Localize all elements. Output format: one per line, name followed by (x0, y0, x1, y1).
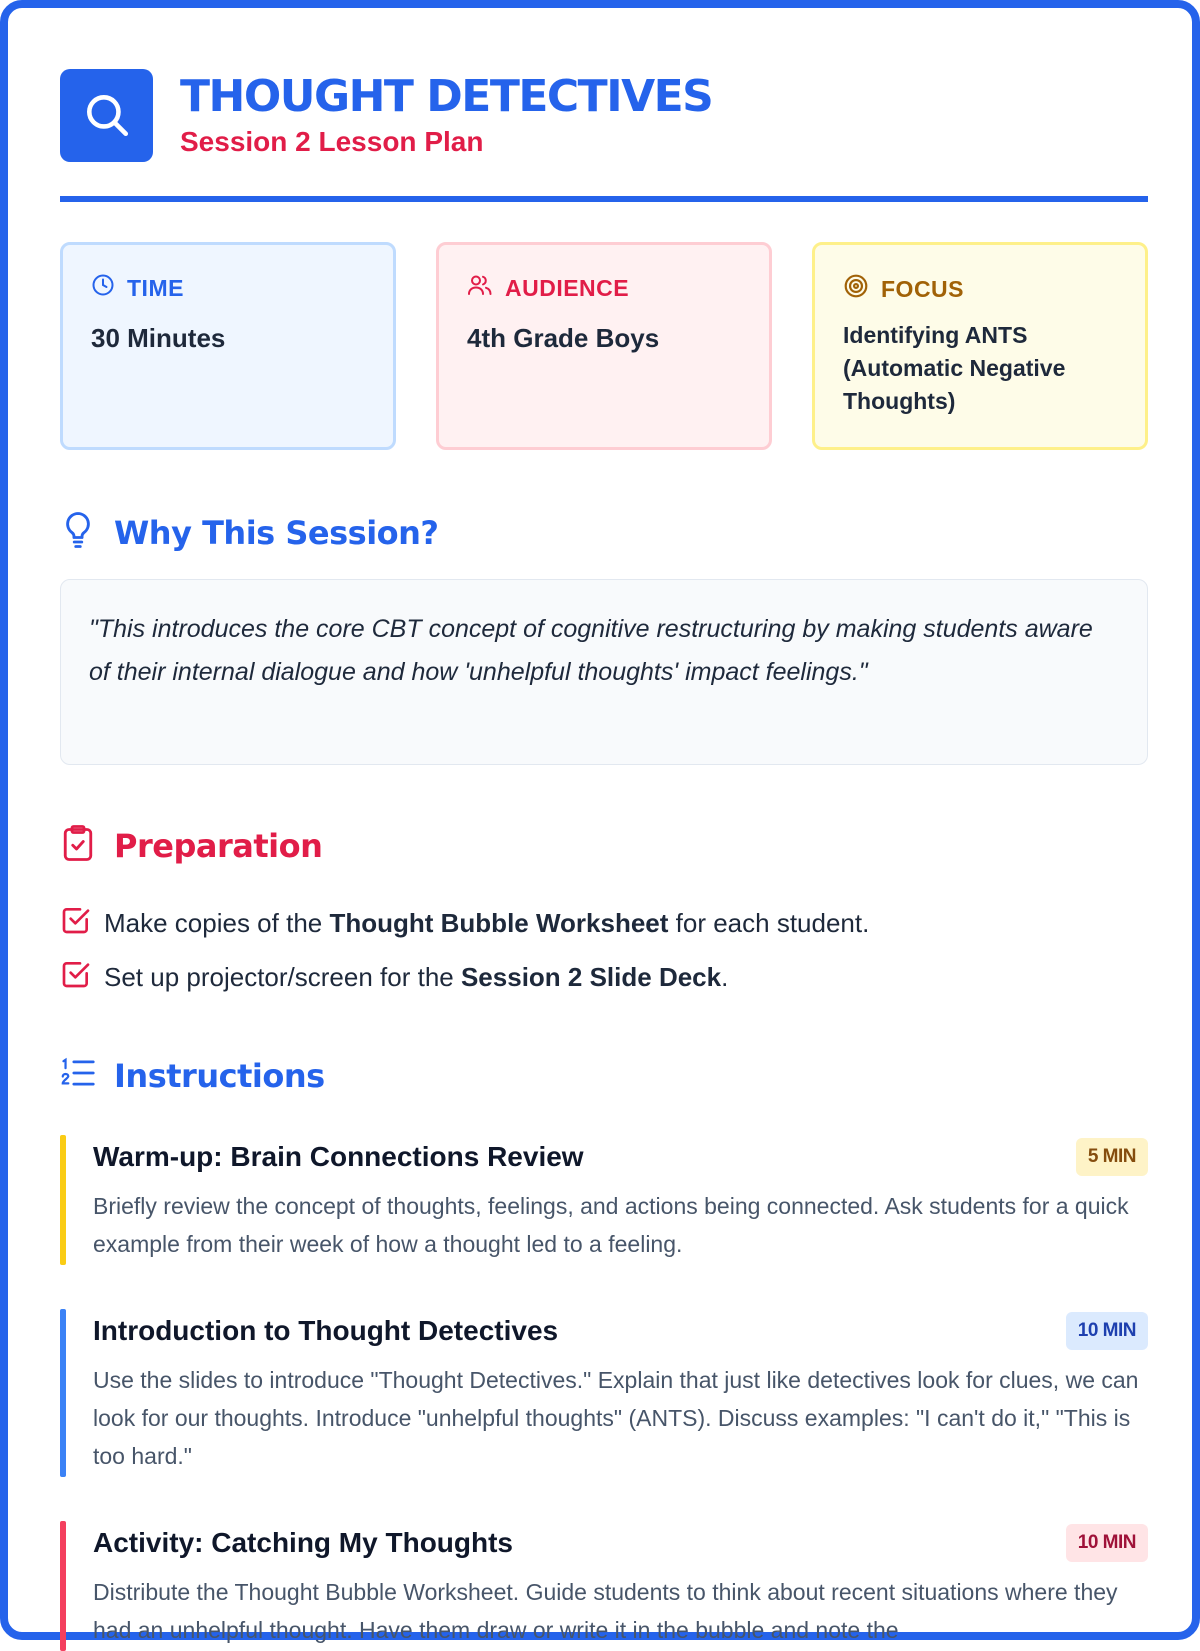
rationale-quote: "This introduces the core CBT concept of cognitive restructuring by making students aware of their internal dialogue and how 'unhelpful thoughts' impact feelings." (60, 579, 1148, 765)
time-card (60, 242, 396, 450)
instruction-step (60, 1521, 1148, 1651)
checkbox-checked-icon (60, 958, 92, 997)
why-section-heading (60, 510, 1148, 555)
step-accent-bar (60, 1135, 66, 1265)
step-title: Warm-up: Brain Connections Review (93, 1141, 584, 1172)
info-cards (60, 242, 1148, 450)
time-card-value: 30 Minutes (91, 323, 226, 353)
focus-card-label: FOCUS (881, 275, 964, 302)
page-subtitle: Session 2 Lesson Plan (180, 126, 484, 157)
step-description: Briefly review the concept of thoughts, feelings, and actions being connected. Ask students for a quick example from their week of how a thought led to a feeling. (93, 1193, 1129, 1257)
instructions-section-heading (60, 1056, 1148, 1095)
focus-card-value: Identifying ANTS (Automatic Negative Thoughts) (843, 322, 1066, 414)
preparation-heading: Preparation (114, 826, 323, 865)
audience-card-value: 4th Grade Boys (467, 323, 660, 353)
instruction-step (60, 1309, 1148, 1477)
lightbulb-icon (60, 510, 96, 555)
focus-card (812, 242, 1148, 450)
instruction-steps (60, 1135, 1148, 1651)
worksheet-name: Thought Bubble Worksheet (329, 907, 669, 938)
clipboard-check-icon (60, 823, 96, 868)
preparation-list (60, 896, 1148, 1004)
clock-icon (91, 273, 115, 303)
page-header (60, 66, 1148, 164)
page-title: THOUGHT DETECTIVES (180, 71, 713, 122)
step-description: Distribute the Thought Bubble Worksheet. Guide students to think about recent situations where they had an unhelpful thought. Have them draw or write it in the bubble and note the (93, 1579, 1118, 1643)
target-icon (843, 273, 869, 305)
duration-badge: 10 MIN (1066, 1524, 1148, 1562)
audience-card-label: AUDIENCE (505, 274, 630, 301)
step-accent-bar (60, 1521, 66, 1651)
list-item: Set up projector/screen for the Session 2 Slide Deck. (60, 950, 1148, 1004)
lesson-plan-content (60, 66, 1148, 1651)
slide-deck-name: Session 2 Slide Deck (460, 961, 722, 992)
instruction-step (60, 1135, 1148, 1265)
why-heading: Why This Session? (114, 513, 439, 552)
search-icon (60, 69, 153, 162)
preparation-section-heading (60, 823, 1148, 868)
list-item: Make copies of the Thought Bubble Worksheet for each student. (60, 896, 1148, 950)
numbered-list-icon (60, 1056, 96, 1095)
audience-card (436, 242, 772, 450)
step-description: Use the slides to introduce "Thought Detectives." Explain that just like detectives look for clues, we can look for our thoughts. Introduce "unhelpful thoughts" (ANTS). Discuss examples: "I can't do it," "This is too hard." (93, 1367, 1139, 1469)
step-title: Introduction to Thought Detectives (93, 1315, 559, 1346)
step-accent-bar (60, 1309, 66, 1477)
users-icon (467, 273, 493, 303)
duration-badge: 5 MIN (1076, 1138, 1148, 1176)
time-card-label: TIME (127, 274, 184, 301)
header-divider (60, 196, 1148, 202)
step-title: Activity: Catching My Thoughts (93, 1527, 513, 1558)
instructions-heading: Instructions (114, 1056, 325, 1095)
checkbox-checked-icon (60, 904, 92, 943)
duration-badge: 10 MIN (1066, 1312, 1148, 1350)
